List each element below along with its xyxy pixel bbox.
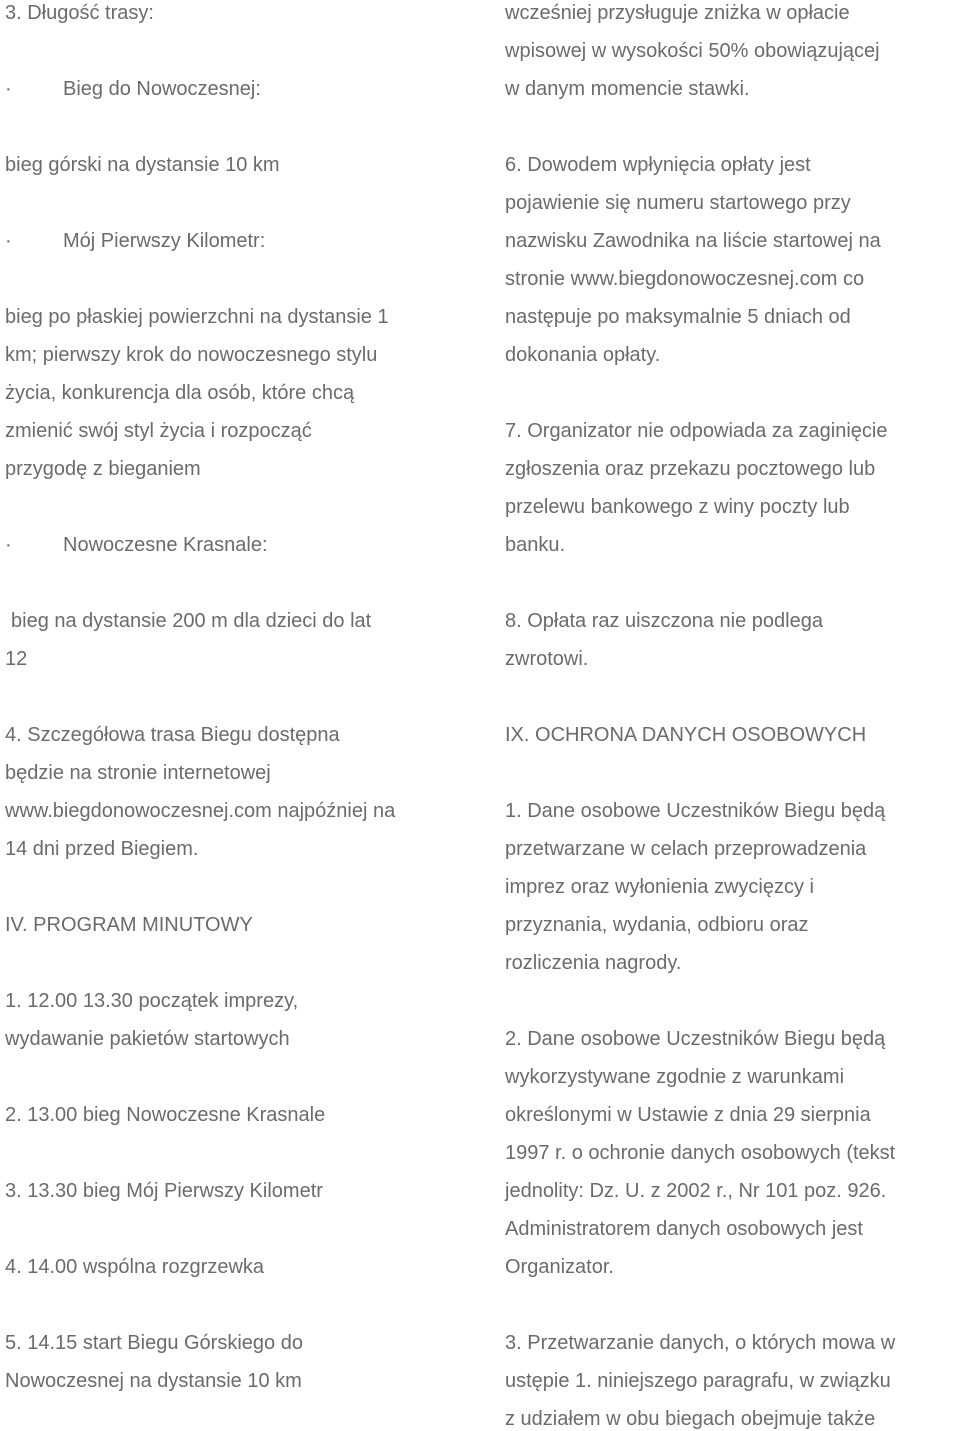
item-6-line: dokonania opłaty. <box>505 344 661 366</box>
race-3-label: Nowoczesne Krasnale: <box>63 534 268 556</box>
race-3-desc-line: bieg na dystansie 200 m dla dzieci do lat <box>11 610 372 632</box>
item-4-line: będzie na stronie internetowej <box>5 762 271 784</box>
data-protection-p2-line: Administratorem danych osobowych jest <box>505 1218 863 1240</box>
item-4-line: 14 dni przed Biegiem. <box>5 838 199 860</box>
item-6-line: następuje po maksymalnie 5 dniach od <box>505 306 851 328</box>
intro-line: wpisowej w wysokości 50% obowiązującej <box>505 40 880 62</box>
data-protection-p2-line: jednolity: Dz. U. z 2002 r., Nr 101 poz. 926. <box>505 1180 887 1202</box>
item-7-line: banku. <box>505 534 566 556</box>
item-4-line: 4. Szczegółowa trasa Biegu dostępna <box>5 724 340 746</box>
item-7-line: przelewu bankowego z winy poczty lub <box>505 496 850 518</box>
race-2-desc-line: km; pierwszy krok do nowoczesnego stylu <box>5 344 378 366</box>
program-item-1-cont: wydawanie pakietów startowych <box>5 1028 290 1050</box>
bullet: · <box>5 534 12 556</box>
race-2-desc-line: bieg po płaskiej powierzchni na dystansie 1 <box>5 306 389 328</box>
item-6-line: 6. Dowodem wpłynięcia opłaty jest <box>505 154 811 176</box>
race-2-desc-line: przygodę z bieganiem <box>5 458 201 480</box>
race-2-label-line <box>5 229 265 253</box>
program-item-5-cont: Nowoczesnej na dystansie 10 km <box>5 1370 302 1392</box>
program-item-5: 5. 14.15 start Biegu Górskiego do <box>5 1332 303 1354</box>
race-2-desc-line: życia, konkurencja dla osób, które chcą <box>5 382 355 404</box>
bullet: · <box>5 78 12 100</box>
data-protection-p2-line: wykorzystywane zgodnie z warunkami <box>505 1066 845 1088</box>
data-protection-p1-line: przyznania, wydania, odbioru oraz <box>505 914 809 936</box>
data-protection-p1-line: przetwarzane w celach przeprowadzenia <box>505 838 867 860</box>
intro-line: w danym momencie stawki. <box>505 78 750 100</box>
data-protection-p1-line: rozliczenia nagrody. <box>505 952 682 974</box>
item-6-line: nazwisku Zawodnika na liście startowej na <box>505 230 881 252</box>
race-1-label-line <box>5 77 261 101</box>
section-3-heading: 3. Długość trasy: <box>5 2 154 24</box>
item-8-line: 8. Opłata raz uiszczona nie podlega <box>505 610 823 632</box>
item-6-line: pojawienie się numeru startowego przy <box>505 192 851 214</box>
race-1-description: bieg górski na dystansie 10 km <box>5 154 280 176</box>
item-6-line: stronie www.biegdonowoczesnej.com co <box>505 268 865 290</box>
section-iv-title: IV. PROGRAM MINUTOWY <box>5 914 253 936</box>
data-protection-p1-line: 1. Dane osobowe Uczestników Biegu będą <box>505 800 886 822</box>
section-ix-title: IX. OCHRONA DANYCH OSOBOWYCH <box>505 724 867 746</box>
item-8-line: zwrotowi. <box>505 648 589 670</box>
data-protection-p3-line: z udziałem w obu biegach obejmuje także <box>505 1408 876 1430</box>
data-protection-p2-line: Organizator. <box>505 1256 614 1278</box>
data-protection-p2-line: 2. Dane osobowe Uczestników Biegu będą <box>505 1028 886 1050</box>
item-7-line: zgłoszenia oraz przekazu pocztowego lub <box>505 458 876 480</box>
data-protection-p1-line: imprez oraz wyłonienia zwycięzcy i <box>505 876 814 898</box>
program-item-3: 3. 13.30 bieg Mój Pierwszy Kilometr <box>5 1180 323 1202</box>
race-1-label: Bieg do Nowoczesnej: <box>63 78 261 100</box>
bullet: · <box>5 230 12 252</box>
data-protection-p3-line: 3. Przetwarzanie danych, o których mowa w <box>505 1332 896 1354</box>
data-protection-p2-line: 1997 r. o ochronie danych osobowych (tekst <box>505 1142 896 1164</box>
race-2-label: Mój Pierwszy Kilometr: <box>63 230 266 252</box>
program-item-2: 2. 13.00 bieg Nowoczesne Krasnale <box>5 1104 326 1126</box>
data-protection-p3-line: ustępie 1. niniejszego paragrafu, w związku <box>505 1370 891 1392</box>
data-protection-p2-line: określonymi w Ustawie z dnia 29 sierpnia <box>505 1104 871 1126</box>
item-7-line: 7. Organizator nie odpowiada za zaginięcie <box>505 420 888 442</box>
program-item-4: 4. 14.00 wspólna rozgrzewka <box>5 1256 265 1278</box>
race-3-label-line <box>5 533 268 557</box>
intro-line: wcześniej przysługuje zniżka w opłacie <box>505 2 850 24</box>
race-3-desc-line: 12 <box>5 648 28 670</box>
item-4-line: www.biegdonowoczesnej.com najpóźniej na <box>5 800 396 822</box>
race-2-desc-line: zmienić swój styl życia i rozpocząć <box>5 420 312 442</box>
program-item-1: 1. 12.00 13.30 początek imprezy, <box>5 990 299 1012</box>
